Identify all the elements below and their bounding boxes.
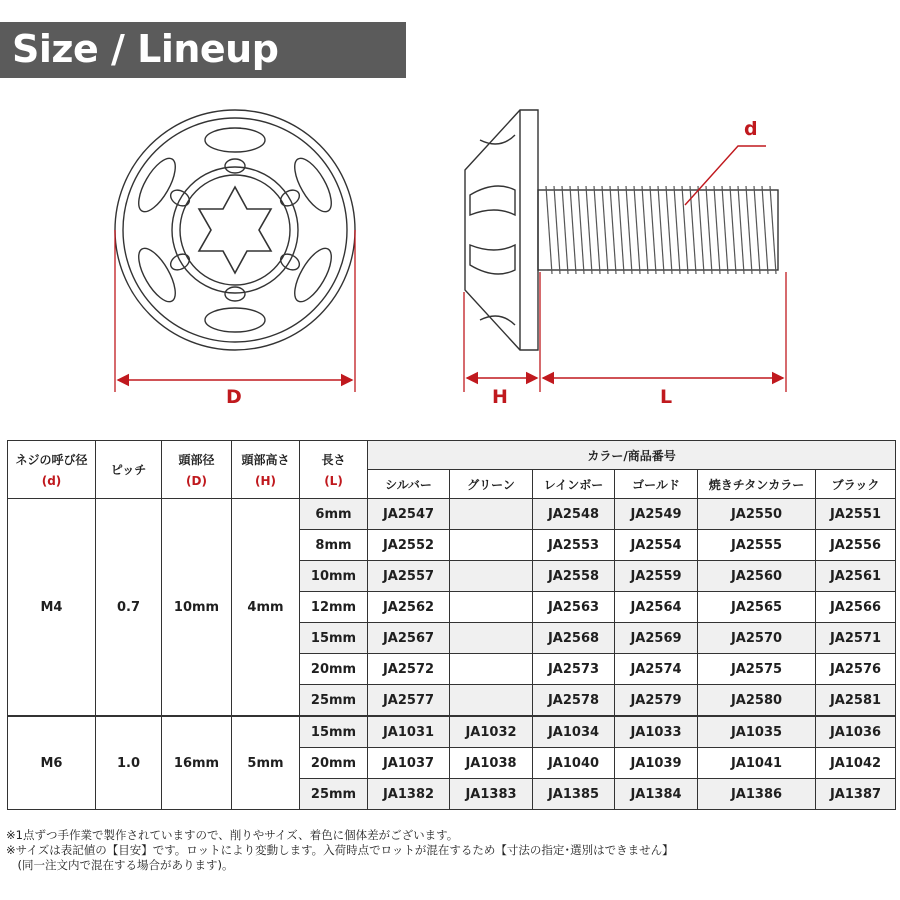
cell-product-code: JA2550 [698, 499, 816, 530]
cell-product-code: JA1385 [533, 779, 615, 810]
cell-product-code: JA1041 [698, 748, 816, 779]
header-head-height: 頭部高さ (H) [232, 441, 300, 499]
cell-length: 20mm [300, 748, 368, 779]
cell-product-code: JA2571 [816, 623, 896, 654]
cell-nominal: M6 [8, 716, 96, 810]
note-line: ※サイズは表記値の【目安】です。ロットにより変動します。入荷時点でロットが混在するため【寸法の指定･選別はできません】 [6, 843, 674, 857]
thread-line [770, 186, 776, 274]
header-color-group: カラー/商品番号 [368, 441, 896, 470]
thread-line [610, 186, 616, 274]
dim-d-leader [685, 146, 766, 205]
cell-product-code: JA2547 [368, 499, 450, 530]
cell-product-code: JA2570 [698, 623, 816, 654]
thread-line [714, 186, 720, 274]
cell-product-code: JA2555 [698, 530, 816, 561]
cell-product-code [450, 685, 533, 717]
cell-head-dia: 10mm [162, 499, 232, 717]
cell-product-code: JA1040 [533, 748, 615, 779]
head-slots [132, 128, 339, 332]
thread-line [650, 186, 656, 274]
cell-length: 15mm [300, 716, 368, 748]
header-color: 焼きチタンカラー [698, 470, 816, 499]
cell-product-code: JA1382 [368, 779, 450, 810]
header-color: ゴールド [615, 470, 698, 499]
thread-line [706, 186, 712, 274]
cell-product-code: JA1034 [533, 716, 615, 748]
thread-line [658, 186, 664, 274]
thread-line [578, 186, 584, 274]
cell-product-code: JA2564 [615, 592, 698, 623]
thread-line [674, 186, 680, 274]
header-nominal: ネジの呼び径 (d) [8, 441, 96, 499]
cell-head-height: 5mm [232, 716, 300, 810]
cell-product-code: JA2568 [533, 623, 615, 654]
cell-head-height: 4mm [232, 499, 300, 717]
dim-label-H: H [492, 386, 508, 408]
thread-line [762, 186, 768, 274]
cell-product-code: JA2560 [698, 561, 816, 592]
cell-product-code: JA2579 [615, 685, 698, 717]
cell-product-code: JA1036 [816, 716, 896, 748]
table-row [8, 499, 896, 530]
cell-product-code: JA1384 [615, 779, 698, 810]
cell-product-code: JA2562 [368, 592, 450, 623]
cell-product-code [450, 499, 533, 530]
cell-product-code: JA2559 [615, 561, 698, 592]
thread-line [722, 186, 728, 274]
thread-line [738, 186, 744, 274]
note-line: (同一注文内で混在する場合があります)。 [6, 858, 234, 872]
dim-label-L: L [660, 386, 673, 408]
cell-length: 25mm [300, 779, 368, 810]
cell-product-code: JA2554 [615, 530, 698, 561]
thread-line [570, 186, 576, 274]
thread-line [546, 186, 552, 274]
thread-line [562, 186, 568, 274]
cell-product-code [450, 561, 533, 592]
thread-line [642, 186, 648, 274]
thread-line [746, 186, 752, 274]
thread-line [682, 186, 688, 274]
thread-line [618, 186, 624, 274]
cell-product-code: JA1038 [450, 748, 533, 779]
cell-product-code: JA1037 [368, 748, 450, 779]
cell-length: 15mm [300, 623, 368, 654]
page-title: Size / Lineup [12, 27, 279, 71]
cell-product-code: JA2553 [533, 530, 615, 561]
cell-product-code: JA2581 [816, 685, 896, 717]
cell-product-code: JA1387 [816, 779, 896, 810]
cell-product-code: JA2580 [698, 685, 816, 717]
thread-line [730, 186, 736, 274]
thread-line [666, 186, 672, 274]
cell-product-code: JA2558 [533, 561, 615, 592]
thread-line [586, 186, 592, 274]
cell-pitch: 1.0 [96, 716, 162, 810]
cell-product-code: JA2578 [533, 685, 615, 717]
cell-product-code: JA2549 [615, 499, 698, 530]
header-head-dia: 頭部径 (D) [162, 441, 232, 499]
cell-product-code [450, 530, 533, 561]
notes [6, 828, 896, 873]
thread-line [626, 186, 632, 274]
table-row [8, 716, 896, 748]
title-banner [0, 22, 406, 78]
header-pitch: ピッチ [96, 441, 162, 499]
cell-product-code: JA2556 [816, 530, 896, 561]
header-color: グリーン [450, 470, 533, 499]
cell-product-code: JA2576 [816, 654, 896, 685]
header-color: ブラック [816, 470, 896, 499]
thread-lines [546, 186, 776, 274]
cell-product-code: JA1031 [368, 716, 450, 748]
header-color: シルバー [368, 470, 450, 499]
cell-product-code: JA1033 [615, 716, 698, 748]
cell-product-code: JA1383 [450, 779, 533, 810]
thread-line [698, 186, 704, 274]
thread-line [602, 186, 608, 274]
header-length: 長さ (L) [300, 441, 368, 499]
cell-length: 8mm [300, 530, 368, 561]
thread-line [634, 186, 640, 274]
lineup-table [7, 440, 896, 810]
cell-length: 10mm [300, 561, 368, 592]
cell-product-code: JA1039 [615, 748, 698, 779]
thread-line [594, 186, 600, 274]
cell-product-code: JA2563 [533, 592, 615, 623]
cell-product-code: JA1035 [698, 716, 816, 748]
dim-label-d: d [744, 118, 758, 140]
cell-length: 6mm [300, 499, 368, 530]
cell-product-code: JA2574 [615, 654, 698, 685]
head-front-view [115, 110, 355, 392]
cell-product-code: JA2552 [368, 530, 450, 561]
bolt-diagram [0, 95, 900, 425]
cell-product-code [450, 592, 533, 623]
thread-line [754, 186, 760, 274]
cell-product-code: JA2565 [698, 592, 816, 623]
cell-product-code: JA2573 [533, 654, 615, 685]
cell-product-code: JA2557 [368, 561, 450, 592]
cell-product-code: JA2561 [816, 561, 896, 592]
thread-line [554, 186, 560, 274]
cell-product-code: JA2569 [615, 623, 698, 654]
cell-product-code: JA1032 [450, 716, 533, 748]
cell-product-code: JA2575 [698, 654, 816, 685]
cell-head-dia: 16mm [162, 716, 232, 810]
cell-product-code: JA2551 [816, 499, 896, 530]
cell-product-code: JA2567 [368, 623, 450, 654]
cell-product-code: JA1042 [816, 748, 896, 779]
note-line: ※1点ずつ手作業で製作されていますので、削りやサイズ、着色に個体差がございます。 [6, 828, 459, 842]
cell-product-code: JA2572 [368, 654, 450, 685]
cell-product-code: JA2548 [533, 499, 615, 530]
header-color: レインボー [533, 470, 615, 499]
cell-product-code: JA2566 [816, 592, 896, 623]
cell-product-code [450, 654, 533, 685]
cell-pitch: 0.7 [96, 499, 162, 717]
cell-length: 12mm [300, 592, 368, 623]
cell-product-code: JA2577 [368, 685, 450, 717]
cell-nominal: M4 [8, 499, 96, 717]
dim-label-D: D [226, 386, 242, 408]
cell-product-code [450, 623, 533, 654]
cell-product-code: JA1386 [698, 779, 816, 810]
cell-length: 20mm [300, 654, 368, 685]
cell-length: 25mm [300, 685, 368, 717]
